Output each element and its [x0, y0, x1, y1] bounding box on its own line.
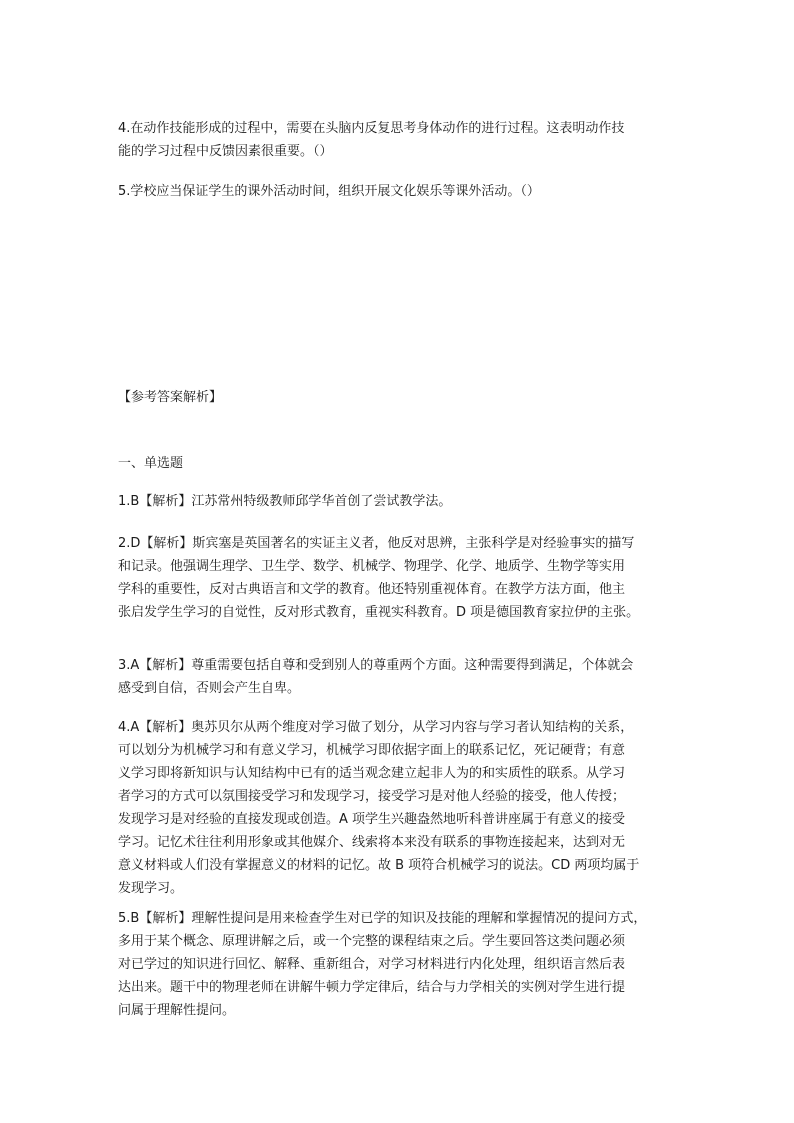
answer-4-line-4: 者学习的方式可以氛围接受学习和发现学习，接受学习是对他人经验的接受，他人传授；	[118, 789, 626, 804]
question-4-line-1: 4.在动作技能形成的过程中，需要在头脑内反复思考身体动作的进行过程。这表明动作技	[118, 121, 625, 136]
answer-3-line-2: 感受到自信，否则会产生自卑。	[118, 681, 301, 696]
answer-2-line-4: 张启发学生学习的自觉性，反对形式教育，重视实科教育。D 项是德国教育家拉伊的主张。	[118, 605, 640, 620]
answer-key-heading: 【参考答案解析】	[118, 390, 223, 405]
question-5	[118, 180, 678, 203]
answer-4-line-6: 学习。记忆术往往利用形象或其他媒介、线索将本来没有联系的事物连接起来，达到对无	[118, 835, 626, 850]
answer-5-line-5: 问属于理解性提问。	[118, 1003, 236, 1018]
answer-3-line-1: 3.A【解析】尊重需要包括自尊和受到别人的尊重两个方面。这种需要得到满足，个体就会	[118, 658, 634, 673]
answer-2-line-2: 和记录。他强调生理学、卫生学、数学、机械学、物理学、化学、地质学、生物学等实用	[118, 559, 626, 574]
answer-4-line-1: 4.A【解析】奥苏贝尔从两个维度对学习做了划分，从学习内容与学习者认知结构的关系，	[118, 720, 634, 735]
answer-4-line-3: 义学习即将新知识与认知结构中已有的适当观念建立起非人为的和实质性的联系。从学习	[118, 766, 626, 781]
answer-5-line-3: 对已学过的知识进行回忆、解释、重新组合，对学习材料进行内化处理，组织语言然后表	[118, 957, 626, 972]
answer-1	[118, 490, 678, 513]
section-title: 一、单选题	[118, 456, 184, 471]
answer-3	[118, 654, 678, 700]
question-4	[118, 117, 678, 163]
answer-4-line-8: 发现学习。	[118, 881, 184, 896]
answer-5-line-1: 5.B【解析】理解性提问是用来检查学生对已学的知识及技能的理解和掌握情况的提问方式，	[118, 911, 647, 926]
answer-1-line-1: 1.B【解析】江苏常州特级教师邱学华首创了尝试教学法。	[118, 494, 452, 509]
answer-4	[118, 716, 678, 900]
answer-5-line-4: 达出来。题干中的物理老师在讲解牛顿力学定律后，结合与力学相关的实例对学生进行提	[118, 980, 626, 995]
answer-2-line-3: 学科的重要性，反对古典语言和文学的教育。他还特别重视体育。在教学方法方面，他主	[118, 582, 626, 597]
question-5-line-1: 5.学校应当保证学生的课外活动时间，组织开展文化娱乐等课外活动。（）	[118, 184, 540, 199]
answer-5	[118, 907, 678, 1022]
question-4-line-2: 能的学习过程中反馈因素很重要。（）	[118, 144, 333, 159]
answer-4-line-2: 可以划分为机械学习和有意义学习，机械学习即依据字面上的联系记忆，死记硬背；有意	[118, 743, 626, 758]
answer-4-line-5: 发现学习是对经验的直接发现或创造。A 项学生兴趣盎然地听科普讲座属于有意义的接受	[118, 812, 626, 827]
answer-5-line-2: 多用于某个概念、原理讲解之后，或一个完整的课程结束之后。学生要回答这类问题必须	[118, 934, 626, 949]
answer-2-line-1: 2.D【解析】斯宾塞是英国著名的实证主义者，他反对思辨，主张科学是对经验事实的描写	[118, 536, 635, 551]
answer-2	[118, 532, 678, 624]
answer-4-line-7: 意义材料或人们没有掌握意义的材料的记忆。故 B 项符合机械学习的说法。CD 两项均属于	[118, 858, 640, 873]
